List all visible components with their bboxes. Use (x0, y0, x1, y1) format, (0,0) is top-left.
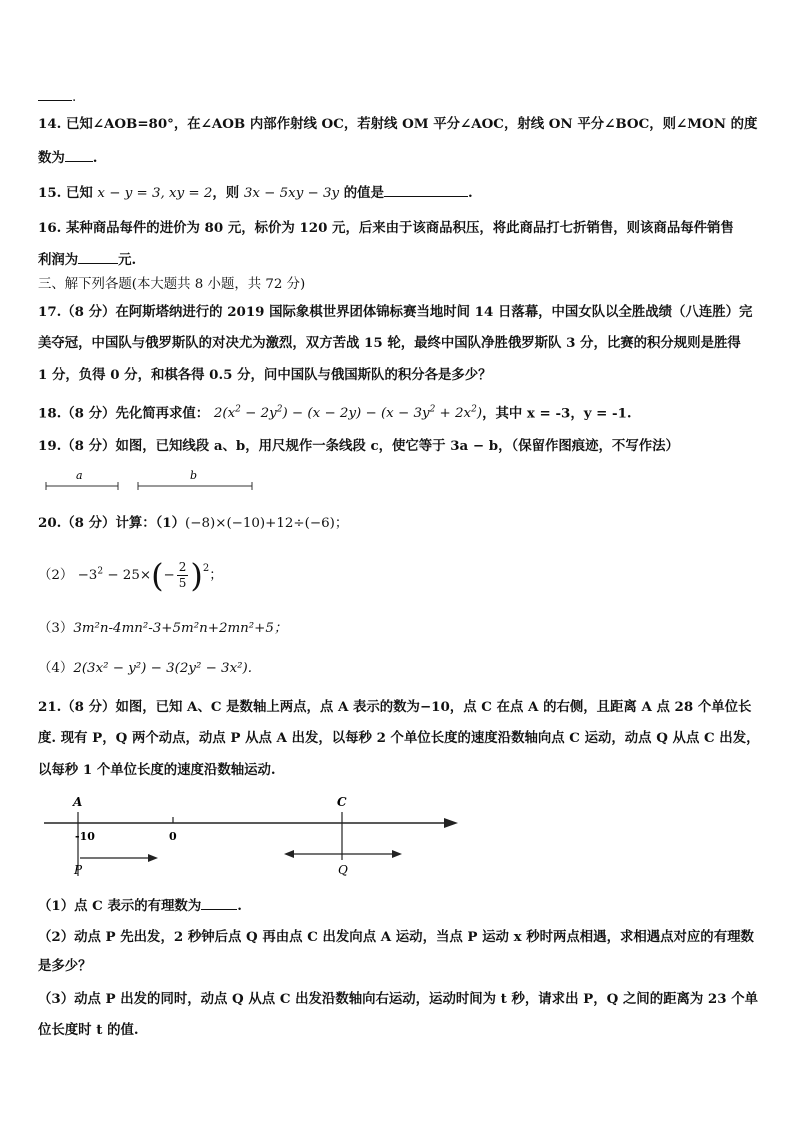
p2-term: −3 (77, 568, 98, 583)
p2-term: − 25× (103, 568, 152, 583)
question-21-part-3-line-2: 位长度时 t 的值. (38, 1022, 139, 1038)
left-paren: ( (151, 556, 164, 595)
question-14-line-1: 14. 已知∠AOB=80°，在∠AOB 内部作射线 OC，若射线 OM 平分∠AOC，射线 ON 平分∠BOC，则∠MON 的度 (38, 116, 758, 132)
q-arrow-head-left (284, 850, 294, 858)
sub1-text: （1）点 C 表示的有理数为 (38, 898, 202, 914)
q15-end: . (467, 185, 473, 201)
label-minus-10: -10 (75, 830, 95, 843)
question-21-line-3: 以每秒 1 个单位长度的速度沿数轴运动. (38, 762, 276, 778)
q18-prefix: 18.（8 分）先化简再求值： (38, 405, 210, 422)
expr-part: ) − (x − 2y) − (x − 3y (282, 406, 430, 422)
question-14-line-2 (38, 147, 97, 167)
q15-condition: x − y = 3, xy = 2 (97, 186, 213, 201)
part-2-label: （2） (38, 568, 74, 583)
q16-text: 利润为 (38, 252, 79, 268)
q15-suffix: 的值是 (343, 185, 384, 201)
part-3-label: （3） (38, 621, 74, 636)
sub1-answer-blank (201, 895, 237, 910)
part-4-label: （4） (38, 661, 74, 676)
question-16-line-1: 16. 某种商品每件的进价为 80 元，标价为 120 元，后来由于该商品积压，将此商品打七折销售，则该商品每件销售 (38, 220, 734, 236)
question-21-part-3-line-1: （3）动点 P 出发的同时，动点 Q 从点 C 出发沿数轴向右运动，运动时间为 t 秒，请求出 P，Q 之间的距离为 23 个单 (38, 991, 758, 1007)
q15-expression: 3x − 5xy − 3y (243, 186, 340, 201)
question-19: 19.（8 分）如图，已知线段 a、b，用尺规作一条线段 c，使它等于 3a − b，（保留作图痕迹，不写作法） (38, 438, 679, 454)
number-line-figure (40, 790, 470, 878)
q15-mid: ，则 (212, 185, 240, 201)
q20-prefix: 20.（8 分）计算：（1） (38, 515, 186, 531)
question-17-line-3: 1 分，负得 0 分，和棋各得 0.5 分，问中国队与俄国斯队的积分各是多少？ (38, 367, 492, 383)
question-21-part-2-line-1: （2）动点 P 先出发，2 秒钟后点 Q 再由点 C 出发向点 A 运动，当点 P 运动 x 秒时两点相遇，求相遇点对应的有理数 (38, 929, 754, 945)
p-arrow-head (148, 854, 158, 862)
exponent: 2 (471, 405, 477, 415)
q-arrow-head-right (392, 850, 402, 858)
question-17-line-1: 17.（8 分）在阿斯塔纳进行的 2019 国际象棋世界团体锦标赛当地时间 14 日落幕，中国女队以全胜战绩（八连胜）完 (38, 304, 753, 320)
minus-sign: − (163, 568, 175, 583)
label-q: Q (338, 863, 348, 877)
q16-answer-blank (78, 249, 118, 264)
section-3-heading: 三、解下列各题(本大题共 8 小题，共 72 分) (38, 277, 306, 292)
expr-part: + 2x (435, 406, 472, 422)
expr-part: − 2y (240, 406, 277, 422)
q20-part-1-expression: (−8)×(−10)+12÷(−6)； (185, 516, 349, 531)
label-c: C (337, 795, 347, 809)
label-p: P (74, 863, 83, 877)
p2-tail: ； (209, 568, 223, 583)
question-16-line-2 (38, 249, 136, 269)
label-zero: 0 (169, 830, 177, 843)
fraction (177, 560, 189, 591)
sub1-end: . (237, 898, 242, 914)
question-15 (38, 182, 473, 203)
exponent: 2 (429, 405, 436, 415)
previous-answer-blank (38, 86, 76, 107)
question-20-part-3 (38, 620, 287, 638)
right-paren: ) (190, 556, 203, 595)
part-3-expression: 3m²n-4mn²-3+5m²n+2mn²+5； (73, 621, 288, 636)
fraction-denominator: 5 (178, 576, 187, 590)
segments-figure (40, 468, 270, 494)
question-20-part-4 (38, 660, 252, 678)
segment-b-label: b (190, 469, 198, 482)
segment-a-label: a (76, 469, 83, 482)
q14-text: 数为 (38, 150, 65, 166)
q16-end: 元. (118, 252, 137, 268)
answer-blank (38, 86, 72, 101)
exponent: 2 (202, 563, 210, 574)
label-a: A (73, 795, 83, 809)
q15-prefix: 15. 已知 (38, 185, 93, 201)
q15-answer-blank (384, 182, 468, 197)
axis-arrow (444, 818, 458, 828)
question-20-part-1 (38, 514, 348, 533)
question-21-line-2: 度. 现有 P，Q 两个动点，动点 P 从点 A 出发，以每秒 2 个单位长度的速度沿数轴向点 C 运动，动点 Q 从点 C 出发， (38, 730, 760, 746)
exponent: 2 (97, 566, 104, 577)
question-17-line-2: 美夺冠，中国队与俄罗斯队的对决尤为激烈，双方苦战 15 轮，最终中国队净胜俄罗斯队 3 分，比赛的积分规则是胜得 (38, 335, 741, 351)
question-21-part-1 (38, 895, 242, 915)
fraction-numerator: 2 (178, 560, 187, 574)
q18-expression (214, 406, 482, 421)
q14-answer-blank (65, 147, 93, 162)
question-21-part-2-line-2: 是多少？ (38, 958, 92, 974)
question-21-line-1: 21.（8 分）如图，已知 A、C 是数轴上两点，点 A 表示的数为−10，点 C 在点 A 的右侧，且距离 A 点 28 个单位长 (38, 699, 752, 715)
expr-part: 2(x (213, 406, 236, 422)
question-18 (38, 401, 632, 423)
q18-suffix: ，其中 x = -3，y = -1. (482, 405, 632, 422)
exponent: 2 (276, 405, 283, 415)
exponent: 2 (235, 405, 241, 415)
q14-end: . (92, 150, 98, 166)
part-4-expression: 2(3x² − y²) − 3(2y² − 3x²). (73, 661, 252, 676)
question-20-part-2 (38, 556, 223, 600)
expr-part: ) (476, 406, 483, 422)
period: . (72, 90, 77, 105)
